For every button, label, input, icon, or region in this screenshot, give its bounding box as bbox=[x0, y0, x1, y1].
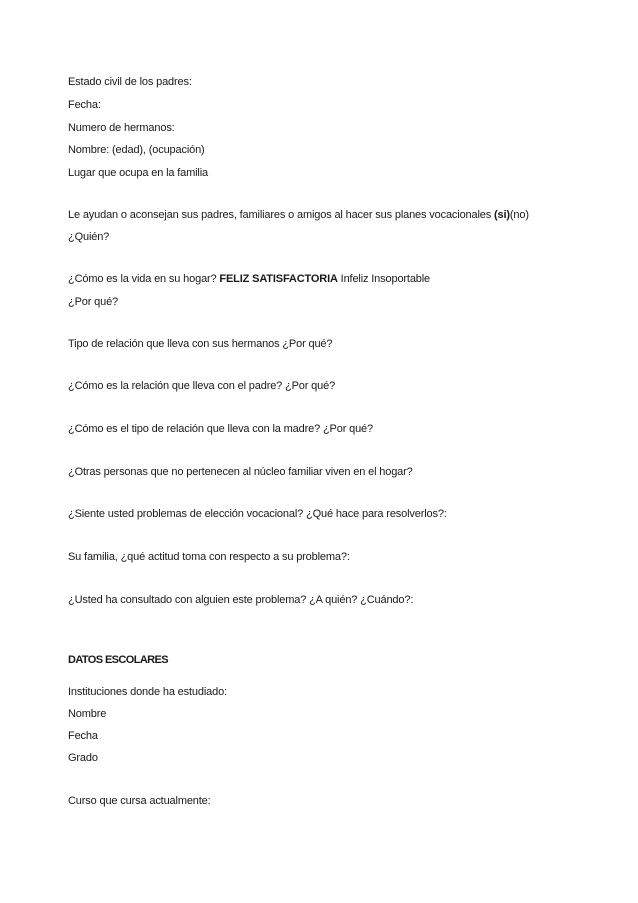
institutions-label: Instituciones donde ha estudiado: bbox=[68, 686, 227, 698]
advice-question bbox=[68, 208, 529, 222]
family-attitude-question: Su familia, ¿qué actitud toma con respecto a su problema?: bbox=[68, 551, 350, 563]
home-life-selected-options: FELIZ SATISFACTORIA bbox=[219, 273, 338, 285]
siblings-count-label: Numero de hermanos: bbox=[68, 122, 175, 134]
other-people-question: ¿Otras personas que no pertenecen al núcleo familiar viven en el hogar? bbox=[68, 466, 413, 478]
home-life-question-text: ¿Cómo es la vida en su hogar? bbox=[68, 273, 220, 285]
advice-option-no: (no) bbox=[509, 209, 529, 221]
why-label: ¿Por qué? bbox=[68, 296, 119, 308]
school-data-heading: DATOS ESCOLARES bbox=[68, 654, 168, 666]
parents-marital-status-label: Estado civil de los padres: bbox=[68, 76, 192, 88]
who-label: ¿Quién? bbox=[68, 231, 110, 243]
father-relation-question: ¿Cómo es la relación que lleva con el padre? ¿Por qué? bbox=[68, 380, 336, 392]
advice-option-yes: (si) bbox=[493, 209, 510, 221]
consulted-question: ¿Usted ha consultado con alguien este problema? ¿A quién? ¿Cuándo?: bbox=[68, 594, 414, 606]
siblings-relation-question: Tipo de relación que lleva con sus hermanos ¿Por qué? bbox=[68, 338, 333, 350]
vocational-problems-question: ¿Siente usted problemas de elección vocacional? ¿Qué hace para resolverlos?: bbox=[68, 508, 447, 520]
name-age-occupation-label: Nombre: (edad), (ocupación) bbox=[68, 144, 205, 156]
date-label: Fecha: bbox=[68, 99, 101, 111]
family-position-label: Lugar que ocupa en la familia bbox=[68, 167, 208, 179]
advice-question-text: Le ayudan o aconsejan sus padres, familiares o amigos al hacer sus planes vocacionales bbox=[68, 209, 494, 221]
school-grade-label: Grado bbox=[68, 752, 98, 764]
mother-relation-question: ¿Cómo es el tipo de relación que lleva con la madre? ¿Por qué? bbox=[68, 423, 373, 435]
school-date-label: Fecha bbox=[68, 730, 98, 742]
school-name-label: Nombre bbox=[68, 708, 107, 720]
home-life-other-options: Infeliz Insoportable bbox=[337, 273, 431, 285]
home-life-question bbox=[68, 272, 430, 286]
current-course-label: Curso que cursa actualmente: bbox=[68, 795, 211, 807]
